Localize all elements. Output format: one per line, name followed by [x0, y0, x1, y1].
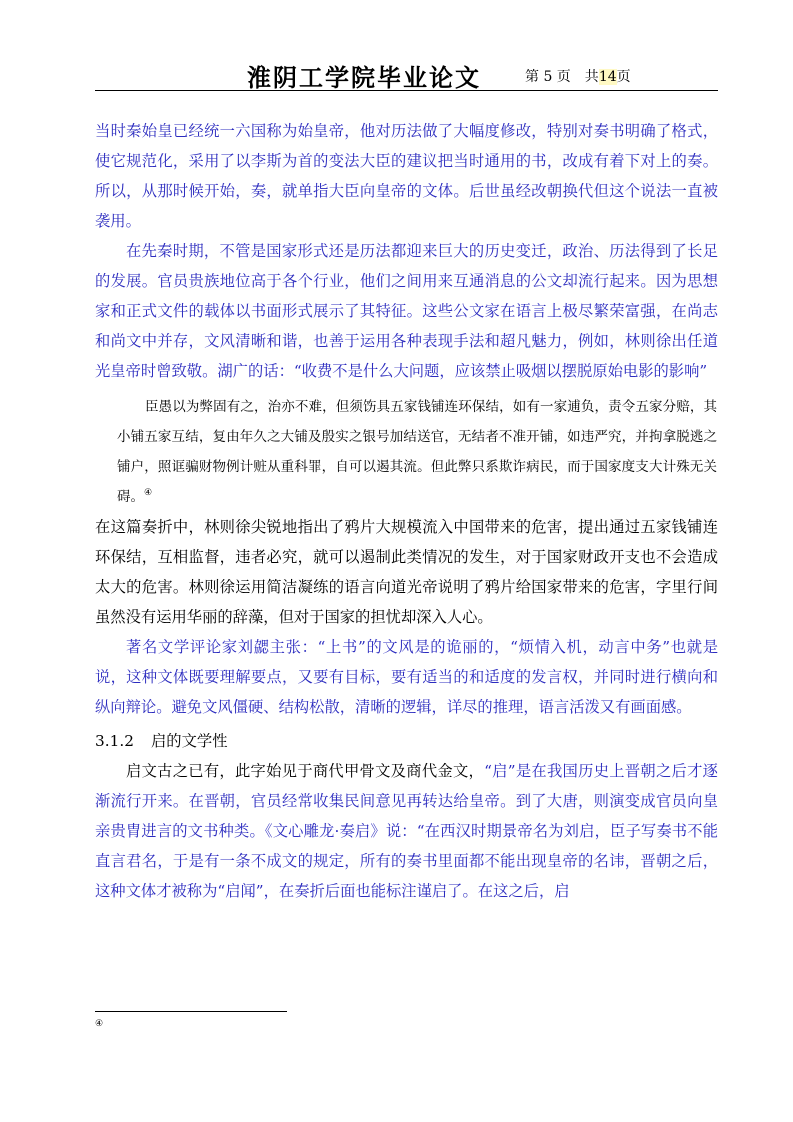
page-indicator	[525, 66, 631, 86]
footnote-reference: ④	[144, 488, 153, 498]
section-title: 启的文学性	[151, 732, 228, 750]
page-prefix: 第 5 页 共	[525, 69, 599, 85]
paragraph-qin: 当时秦始皇已经统一六国称为始皇帝，他对历法做了大幅度修改，特别对奏书明确了格式，使它规范化，采用了以李斯为首的变法大臣的建议把当时通用的书，改成有着下对上的奏。所以，从那时候开始，奏，就单指大臣向皇帝的文体。后世虽经改朝换代但这个说法一直被袭用。	[95, 122, 718, 230]
paragraph-qi	[95, 756, 718, 906]
paragraph-pre-qin: 在先秦时期，不管是国家形式还是历法都迎来巨大的历史变迁，政治、历法得到了长足的发展。官员贵族地位高于各个行业，他们之间用来互通消息的公文却流行起来。因为思想家和正式文件的载体以书面形式展示了其特征。这些公文家在语言上极尽繁荣富强，在尚志和尚文中并存，文风清晰和谐，也善于运用各种表现手法和超凡魅力，例如，林则徐出任道光皇帝时曾致敬。湖广的话：“收费不是什么大问题，应该禁止吸烟以摆脱原始电影的影响”	[95, 242, 718, 380]
paragraph-lin-zexu: 在这篇奏折中，林则徐尖锐地指出了鸦片大规模流入中国带来的危害，提出通过五家钱铺连环保结，互相监督，违者必究，就可以遏制此类情况的发生，对于国家财政开支也不会造成太大的危害。林则徐运用简洁凝练的语言向道光帝说明了鸦片给国家带来的危害，字里行间虽然没有运用华丽的辞藻，但对于国家的担忧却深入人心。	[95, 518, 718, 626]
footnote-divider	[95, 1011, 287, 1012]
paragraph-liu-xie: 著名文学评论家刘勰主张：“上书”的文风是的诡丽的，“烦情入机，动言中务”也就是说，这种文体既要理解要点，又要有目标，要有适当的和适度的发言权，并同时进行横向和纵向辩论。避免文风僵硬、结构松散，清晰的逻辑，详尽的推理，语言活泼又有画面感。	[95, 638, 718, 716]
paragraph-qi-part2: “启”是在我国历史上晋朝之后才逐渐流行开来。在晋朝，官员经常收集民间意见再转达给皇帝。到了大唐，则演变成官员向皇亲贵胄进言的文书种类。《文心雕龙·奏启》说：“在西汉时期景帝名为刘启，臣子写奏书不能直言君名，于是有一条不成文的规定，所有的奏书里面都不能出现皇帝的名讳，晋朝之后，这种文体才被称为“启闻”，在奏折后面也能标注谨启了。在这之后，启	[95, 762, 718, 900]
paragraph-qi-part1: 启文古之已有，此字始见于商代甲骨文及商代金文，	[126, 762, 485, 780]
page-total: 14	[598, 69, 617, 85]
block-quote	[117, 392, 717, 512]
section-heading	[95, 726, 718, 756]
quote-text: 臣愚以为弊固有之，治亦不难，但须饬具五家钱铺连环保结，如有一家逋负，责令五家分赔，其小铺五家互结，复由年久之大铺及殷实之银号加结送官，无结者不准开铺，如违严究，并拘拿脱逃之铺户，照诓骗财物例计赃从重科罪，自可以遏其流。但此弊只系欺诈病民，而于国家度支大计殊无关碍。	[117, 399, 717, 505]
footnote-marker: ④	[95, 1019, 104, 1029]
section-number: 3.1.2	[95, 732, 134, 750]
page-header	[95, 56, 718, 90]
thesis-title: 淮阴工学院毕业论文	[247, 64, 481, 92]
header-divider	[95, 90, 718, 91]
body-text	[95, 116, 718, 906]
page-suffix: 页	[616, 69, 631, 85]
